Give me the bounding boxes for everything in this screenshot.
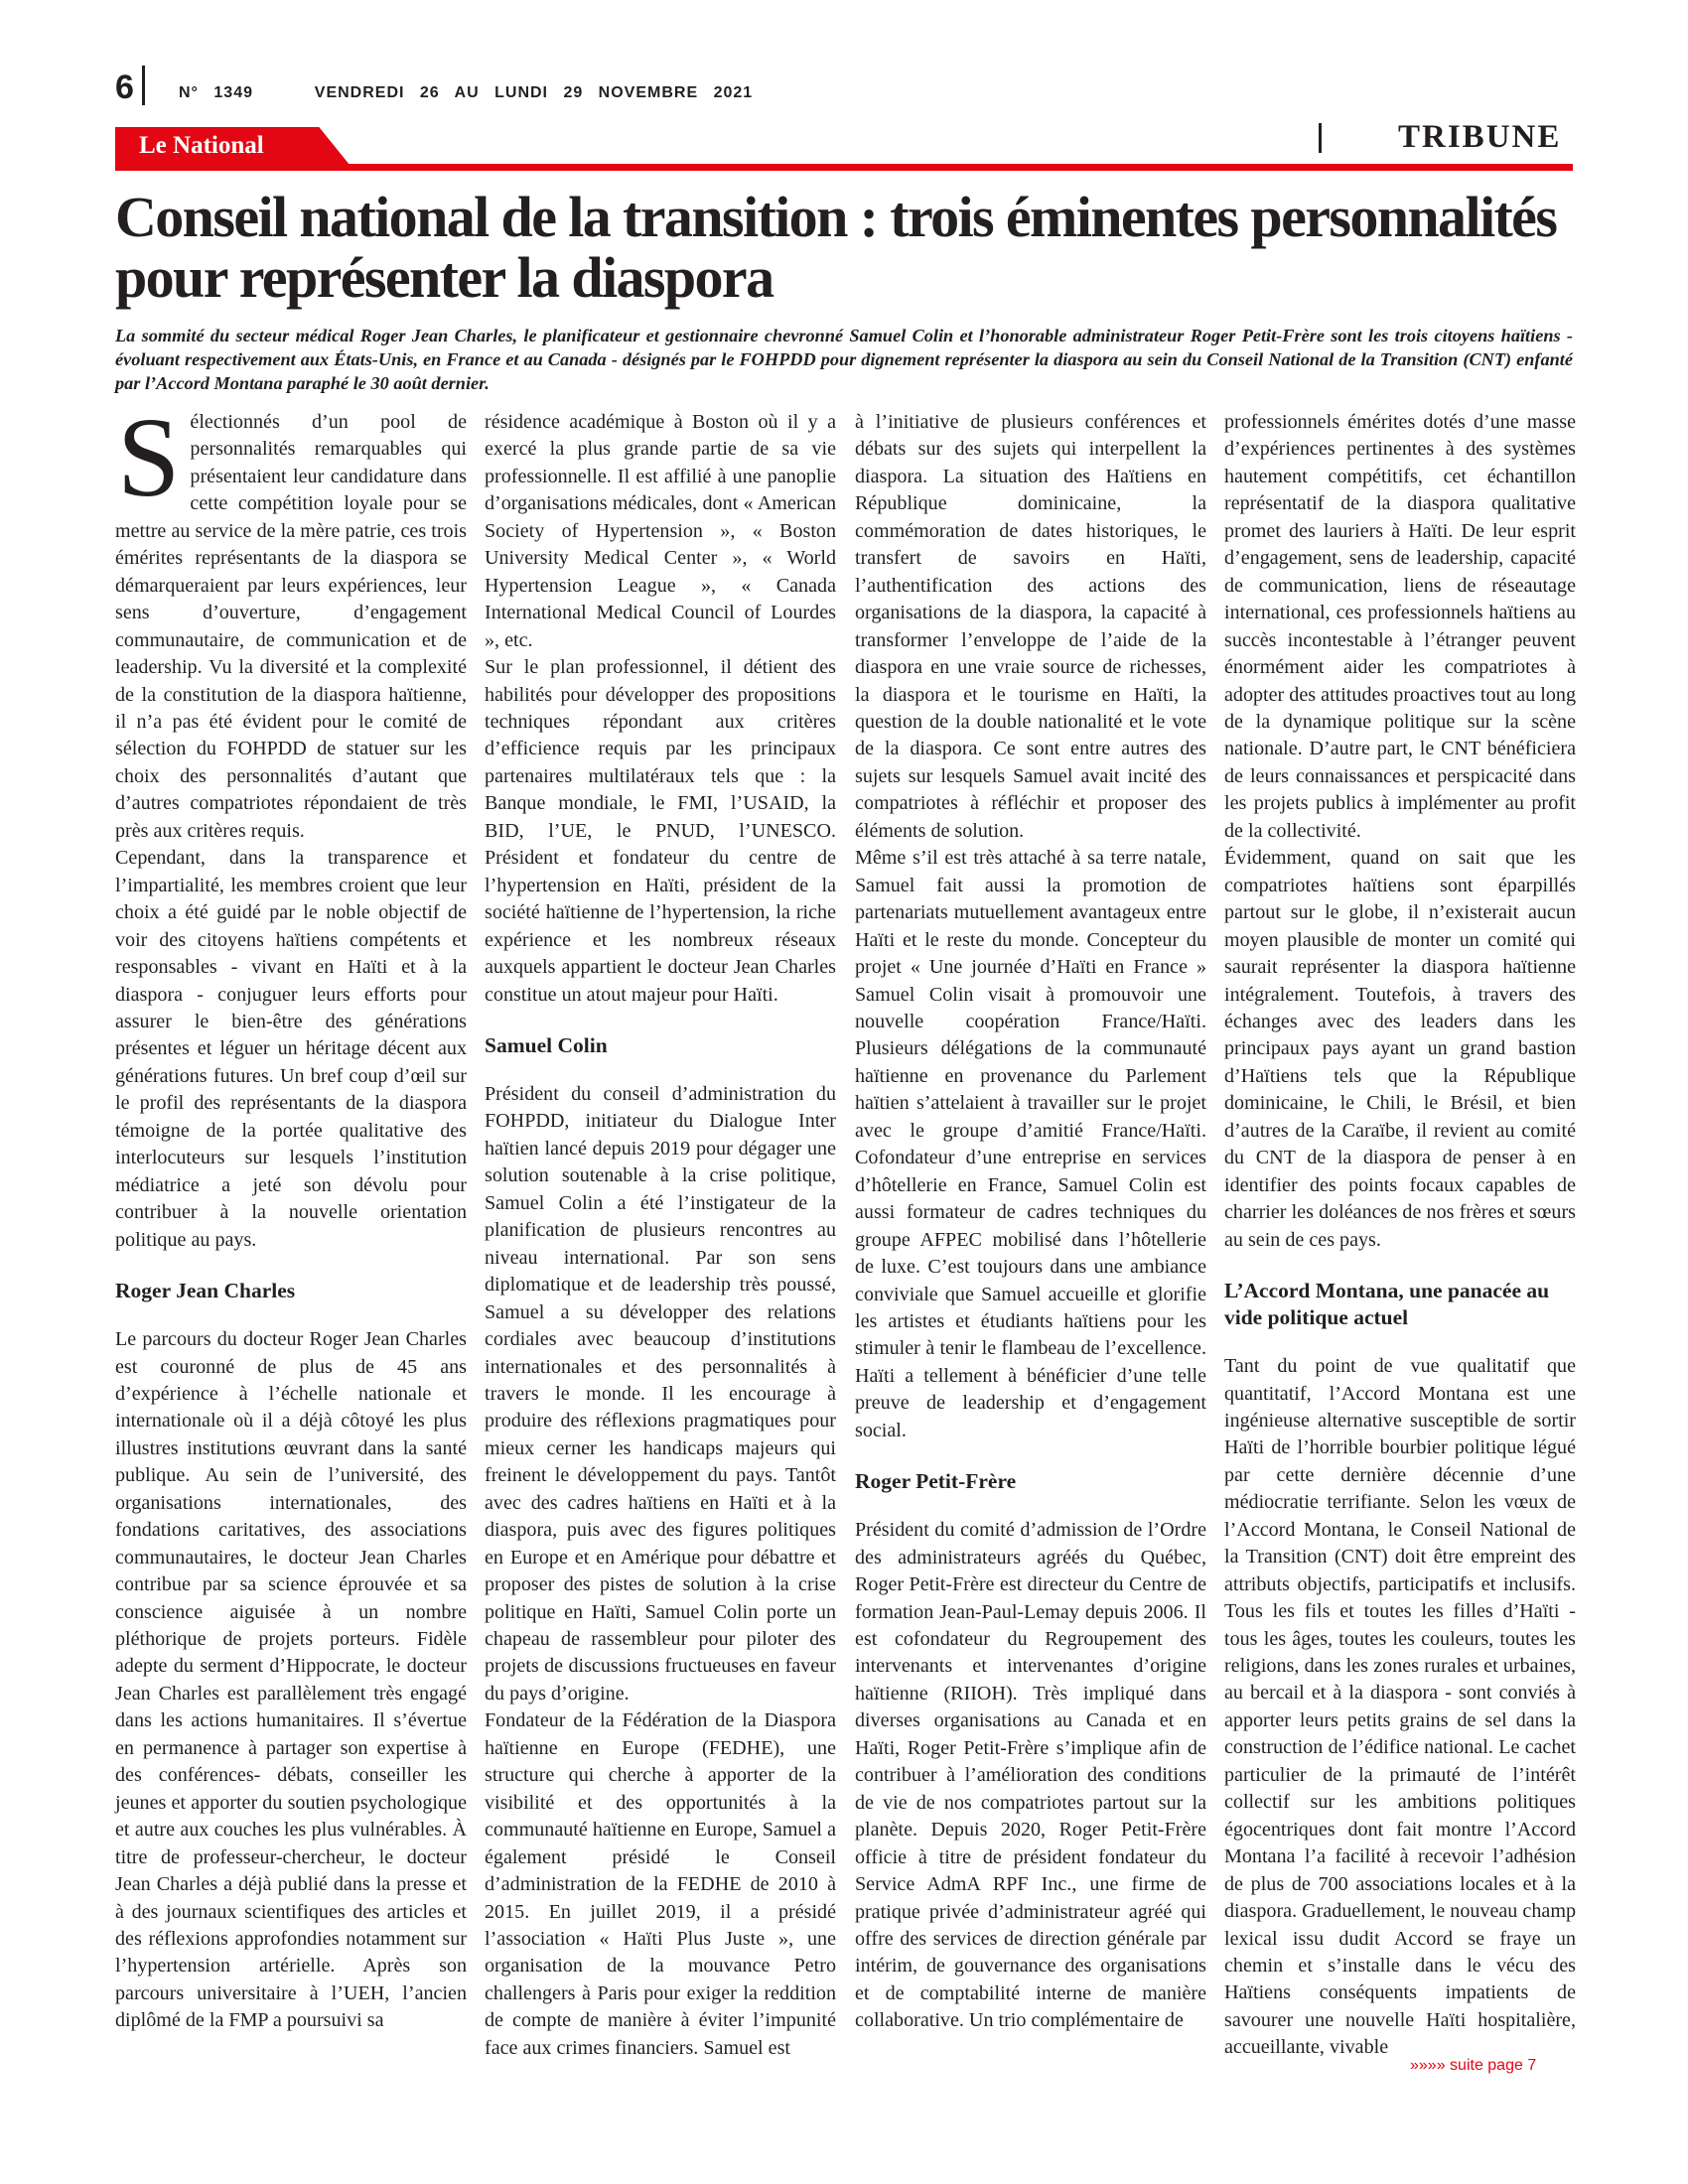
issue-number: N° 1349	[179, 84, 253, 101]
brand-logo: Le National	[139, 132, 264, 159]
section-heading: Roger Jean Charles	[115, 1279, 296, 1303]
section-label: TRIBUNE	[1398, 119, 1562, 155]
issue-date: VENDREDI 26 AU LUNDI 29 NOVEMBRE 2021	[314, 84, 754, 101]
header-rule	[115, 164, 1573, 171]
paragraph: Le parcours du docteur Roger Jean Charles est couronné de plus de 45 ans d’expérience à l’échelle nationale et internationale où il a déjà côtoyé les plus illustres institutions œuvrant dans la santé publique. Au sein de l’université, des organisations internationales, des fondations caritatives, des associations communautaires, le docteur Jean Charles contribue par sa science éprouvée et sa conscience aiguisée à un nombre pléthorique de projets porteurs. Fidèle adepte du serment d’Hippocrate, le docteur Jean Charles est parallèlement très engagé dans les actions humanitaires. Il s’évertue en permanence à partager son expertise à des conférences- débats, conseiller les jeunes et apporter du soutien psychologique et autre aux couches les plus vulnérables. À titre de professeur-chercheur, le docteur Jean Charles a déjà publié dans la presse et à des journaux scientifiques des articles et des réflexions approfondies notamment sur l’hypertension artérielle. Après son parcours universitaire à l’UEH, l’ancien diplômé de la FMP a poursuivi sa	[115, 1328, 467, 2032]
paragraph: Président du comité d’admission de l’Ordre des administrateurs agréés du Québec, Roger Petit-Frère est directeur du Centre de formation Jean-Paul-Lemay depuis 2006. Il est cofondateur du Regroupement des intervenants et intervenantes d’origine haïtienne (RIIOH). Très impliqué dans diverses organisations au Canada et en Haïti, Roger Petit-Frère s’implique afin de contribuer à l’amélioration des conditions de vie de nos compatriotes partout sur la planète. Depuis 2020, Roger Petit-Frère officie à titre de président fondateur du Service AdmA RPF Inc., une firme de pratique privée d’administrateur agréé qui offre des services de direction générale par intérim, de gouvernance des organisations et de comptabilité interne de manière collaborative. Un trio complémentaire de	[855, 1519, 1206, 2032]
paragraph: Président du conseil d’administration du FOHPDD, initiateur du Dialogue Inter haïtien lancé depuis 2019 pour dégager une solution soutenable à la crise politique, Samuel Colin a été l’instigateur de la planification de plusieurs rencontres au niveau international. Par son sens diplomatique et de leadership très poussé, Samuel a su développer des relations cordiales avec beaucoup d’institutions internationales et des personnalités à travers le monde. Il les encourage à produire des réflexions pragmatiques pour mieux cerner les handicaps majeurs qui freinent le développement du pays. Tantôt avec des cadres haïtiens en Haïti et à la diaspora, puis avec des figures politiques en Europe et en Amérique pour débattre et proposer des pistes de solution à la crise politique en Haïti, Samuel Colin porte un chapeau de rassembleur pour piloter des projets de discussions fructueuses en faveur du pays d’origine.	[485, 1082, 836, 1705]
paragraph: résidence académique à Boston où il y a exercé la plus grande partie de sa vie professionnelle. Il est affilié à une panoplie d’organisations médicales, dont « American Society of Hypertension », « Boston University Medical Center », « World Hypertension League », « Canada International Medical Council of Lourdes », etc.	[485, 411, 836, 651]
section-heading: Samuel Colin	[485, 1032, 608, 1057]
page-number: 6	[115, 68, 134, 106]
issue-dateline	[179, 83, 753, 103]
paragraph	[115, 394, 467, 845]
article-title: Conseil national de la transition : trois éminentes personnalités pour représenter la diaspora	[115, 185, 1557, 310]
paragraph: Cependant, dans la transparence et l’impartialité, les membres croient que leur choix a été guidé par le noble objectif de voir des citoyens haïtiens compétents et responsables - vivant en Haïti et à la diaspora - conjuguer leurs efforts pour assurer le bien-être des générations présentes et léguer un héritage décent aux générations futures. Un bref coup d’œil sur le profil des représentants de la diaspora témoigne de la portée qualitative des interlocuteurs sur lesquels l’institution médiatrice a jeté son dévolu pour contribuer à la nouvelle orientation politique au pays.	[115, 847, 467, 1251]
continued-on-page: »»»» suite page 7	[1410, 2057, 1537, 2074]
article-column-1	[115, 394, 467, 2045]
paragraph: Évidemment, quand on sait que les compatriotes haïtiens sont éparpillés partout sur le globe, il n’existerait aucun moyen plausible de monter un comité qui saurait représenter la diaspora haïtienne intégralement. Toutefois, à travers des échanges avec des leaders dans les principaux pays ayant un grand bastion d’Haïtiens tels que la République dominicaine, le Chili, le Brésil, et bien d’autres de la Caraïbe, il revient au comité du CNT de la diaspora de penser à en identifier des points focaux capables de charrier les doléances de nos frères et sœurs au sein de ces pays.	[1224, 847, 1576, 1251]
drop-cap: S	[117, 394, 181, 520]
article-column-2	[485, 409, 836, 2059]
page-number-divider	[142, 66, 145, 105]
paragraph: Sur le plan professionnel, il détient des habilités pour développer des propositions techniques répondant aux critères d’efficience requis par les principaux partenaires multilatéraux tels que : la Banque mondiale, le FMI, l’USAID, la BID, l’UE, le PNUD, l’UNESCO. Président et fondateur du centre de l’hypertension en Haïti, président de la société haïtienne de l’hypertension, la riche expérience et les nombreux réseaux auxquels appartient le docteur Jean Charles constitue un atout majeur pour Haïti.	[485, 656, 836, 1006]
article-lead: La sommité du secteur médical Roger Jean Charles, le planificateur et gestionnaire chevronné Samuel Colin et l’honorable administrateur Roger Petit-Frère sont les trois citoyens haïtiens - évoluant respectivement aux États-Unis, en France et au Canada - désignés par le FOHPDD pour dignement représenter la diaspora au sein du Conseil National de la Transition (CNT) enfanté par l’Accord Montana paraphé le 30 août dernier.	[115, 326, 1573, 393]
section-divider	[1319, 123, 1322, 153]
paragraph: à l’initiative de plusieurs conférences et débats sur des sujets qui interpellent la diaspora. La situation des Haïtiens en République dominicaine, la commémoration de dates historiques, le transfert de savoirs en Haïti, l’authentification des actions des organisations de la diaspora, la capacité à transformer l’enveloppe de l’aide de la diaspora en une vraie source de richesses, la diaspora et le tourisme en Haïti, la question de la double nationalité et le vote de la diaspora. Ce sont entre autres des sujets sur lesquels Samuel avait incité des compatriotes à réfléchir et proposer des éléments de solution.	[855, 411, 1206, 842]
paragraph: professionnels émérites dotés d’une masse d’expériences pertinentes à des systèmes hautement compétitifs, cet échantillon représentatif de la diaspora qualitative promet des lauriers à Haïti. De leur esprit d’engagement, sens de leadership, capacité de communication, liens de réseautage international, ces professionnels haïtiens au succès incontestable à l’étranger peuvent énormément aider les compatriotes à adopter des attitudes proactives tout au long de la dynamique politique sur la scène nationale. D’autre part, le CNT bénéficiera de leurs connaissances et perspicacité dans les projets publics à implémenter au profit de la collectivité.	[1224, 411, 1576, 842]
paragraph-text: électionnés d’un pool de personnalités remarquables qui présentaient leur candidature dans cette compétition loyale pour se mettre au service de la mère patrie, ces trois émérites représentants de la diaspora se démarqueraient par leurs expériences, leur sens d’ouverture, d’engagement communautaire, de communication et de leadership. Vu la diversité et la complexité de la constitution de la diaspora haïtienne, il n’a pas été évident pour le comité de sélection du FOHPDD de statuer sur les choix des personnalités d’autant que d’autres compatriotes répondaient de très près aux critères requis.	[115, 411, 467, 842]
paragraph: Tant du point de vue qualitatif que quantitatif, l’Accord Montana est une ingénieuse alternative susceptible de sortir Haïti de l’horrible bourbier politique légué par cette dernière décennie d’une médiocratie terrifiante. Selon les vœux de l’Accord Montana, le Conseil National de la Transition (CNT) doit être empreint des attributs objectifs, participatifs et inclusifs. Tous les fils et toutes les filles d’Haïti - tous les âges, toutes les couleurs, toutes les religions, dans les zones rurales et urbaines, au bercail et à la diaspora - sont conviés à apporter leurs petits grains de sel dans la construction de l’édifice national. Le cachet particulier de la primauté de l’intérêt collectif sur les ambitions politiques égocentriques dont fait montre l’Accord Montana l’a facilité à recevoir l’adhésion de plus de 700 associations locales et à la diaspora. Graduellement, le nouveau champ lexical issu dudit Accord se fraye un chemin et s’installe dans le vécu des Haïtiens conséquents impatients de savourer une nouvelle Haïti hospitalière, accueillante, vivable	[1224, 1355, 1576, 2059]
section-heading: L’Accord Montana, une panacée au vide politique actuel	[1224, 1279, 1550, 1330]
article-column-4	[1224, 409, 1576, 2059]
paragraph: Fondateur de la Fédération de la Diaspora haïtienne en Europe (FEDHE), une structure qui cherche à apporter de la visibilité et des opportunités à la communauté haïtienne en Europe, Samuel a également présidé le Conseil d’administration de la FEDHE de 2010 à 2015. En juillet 2019, il a présidé l’association « Haïti Plus Juste », une organisation de la mouvance Petro challengers à Paris pour exiger la reddition de compte de manière à éviter l’impunité face aux crimes financiers. Samuel est	[485, 1709, 836, 2059]
section-heading: Roger Petit-Frère	[855, 1469, 1017, 1494]
paragraph: Même s’il est très attaché à sa terre natale, Samuel fait aussi la promotion de partenariats mutuellement avantageux entre Haïti et le reste du monde. Concepteur du projet « Une journée d’Haïti en France » Samuel Colin visait à promouvoir une nouvelle coopération France/Haïti. Plusieurs délégations de la communauté haïtienne en provenance du Parlement haïtien s’attelaient à travailler sur le projet avec le groupe d’amitié France/Haïti. Cofondateur d’une entreprise en services d’hôtellerie en France, Samuel Colin est aussi formateur de cadres techniques du groupe AFPEC mobilisé dans l’hôtellerie de luxe. C’est toujours dans une ambiance conviviale que Samuel accueille et glorifie les artistes et étudiants haïtiens pour les stimuler à tenir le flambeau de l’excellence. Haïti a tellement à bénéficier d’une telle preuve de leadership et d’engagement social.	[855, 847, 1206, 1441]
article-column-3	[855, 409, 1206, 2045]
